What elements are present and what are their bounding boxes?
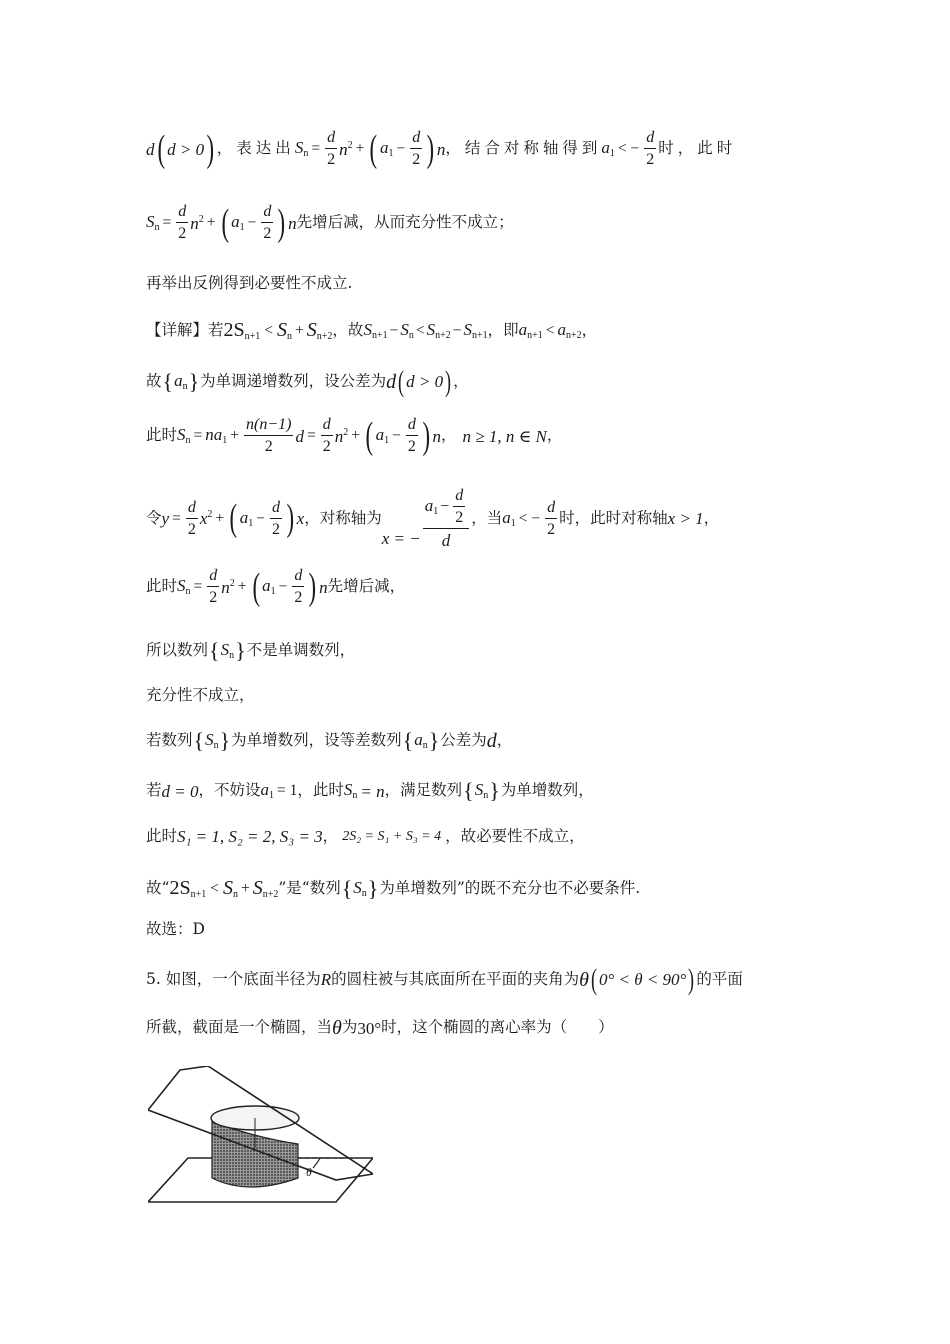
- line-12: 若 d = 0 ，不妨设 $a_1$ = 1 ，此时 $S_n$ = n ，满足数列 { $S_n$ } 为单增数列，: [146, 778, 594, 803]
- text: 时，此时: [658, 139, 737, 158]
- math-Sn: $S_n$: [294, 138, 309, 159]
- angle-arc: [313, 1158, 320, 1168]
- line-15: 故选：D: [146, 920, 205, 938]
- fraction: $\frac{d}{2}$: [327, 129, 336, 168]
- line-13: 此时 S₁ = 1, S₂ = 2, S₃ = 3 ， 2S₂ = S₁ + S₃ = 4 ，故必要性不成立，: [146, 826, 585, 846]
- line-14: 故“ $2S_{n+1}$ < $S_n$ + $S_{n+2}$ ”是“数列 { $S_n$ } 为单增数列”的既不充分也不必要条件.: [146, 876, 641, 901]
- line-5: 故 { $a_n$ } 为单调递增数列，设公差为 d ( d > 0 ) ，: [146, 365, 469, 398]
- cylinder-figure: [148, 1066, 373, 1206]
- nested-fraction: $a_1$ − $\frac{d}{2}$ d: [423, 488, 470, 549]
- line-11: 若数列 { $S_n$ } 为单增数列，设等差数列 { $a_n$ } 公差为 d ，: [146, 728, 513, 753]
- line-1: d ( d > 0 ) ，表达出 $S_n$ = $\frac{d}{2}$ $n^2$ + ( $a_1$ − $\frac{d}{2}$ ) n ，结合对称轴得到 $a_1$ < − $\frac{d}{2}$ 时，此时: [146, 127, 737, 170]
- line-3: 再举出反例得到必要性不成立.: [146, 274, 353, 292]
- line-10: 充分性不成立，: [146, 686, 255, 704]
- math-d-gt0: d > 0: [167, 139, 205, 159]
- question-5-line-2: 所截，截面是一个椭圆，当 θ 为 30° 时，这个椭圆的离心率为（ ）: [146, 1017, 614, 1039]
- line-8: 此时 $S_n$ = $\frac{d}{2}$ $n^2$ + ( $a_1$ − $\frac{d}{2}$ ) n 先增后减，: [146, 565, 406, 608]
- angle-label: θ: [306, 1165, 312, 1179]
- text: ，结合对称轴得到: [445, 139, 602, 158]
- text: ，表达出: [216, 139, 295, 158]
- math-d: d: [146, 139, 155, 159]
- line-9: 所以数列 { $S_n$ } 不是单调数列，: [146, 638, 356, 663]
- question-5-line-1: 5. 如图，一个底面半径为 R 的圆柱被与其底面所在平面的夹角为 θ ( 0° < θ < 90° ) 的平面: [146, 963, 743, 996]
- line-2: $S_n$ = $\frac{d}{2}$ $n^2$ + ( $a_1$ − $\frac{d}{2}$ ) n 先增后减，从而充分性不成立；: [146, 201, 514, 244]
- line-4: 【详解】若 $2S_{n+1}$ < $S_n$ + $S_{n+2}$ ，故 $S_{n+1}$ − $S_n$ < $S_{n+2}$ − $S_{n+1}$ ，即 $a_{n+1}$ < $a_{n+2}$ ，: [146, 319, 598, 342]
- line-6: 此时 $S_n$ = $na_1$ + $\frac{n(n-1)}{2}$ d = $\frac{d}{2}$ $n^2$ + ( $a_1$ − $\frac{d}{2}$ ) n ， n ≥ 1, n ∈ N ，: [146, 414, 563, 457]
- line-7: 令 y = $\frac{d}{2}$ $x^2$ + ( $a_1$ − $\frac{d}{2}$ ) x ，对称轴为 x = − $a_1$ − $\frac{d}{2}$ d ，当 $a_1$ < − $\frac{d}{2}$ 时，此时对称轴 x > 1 ，: [146, 487, 720, 550]
